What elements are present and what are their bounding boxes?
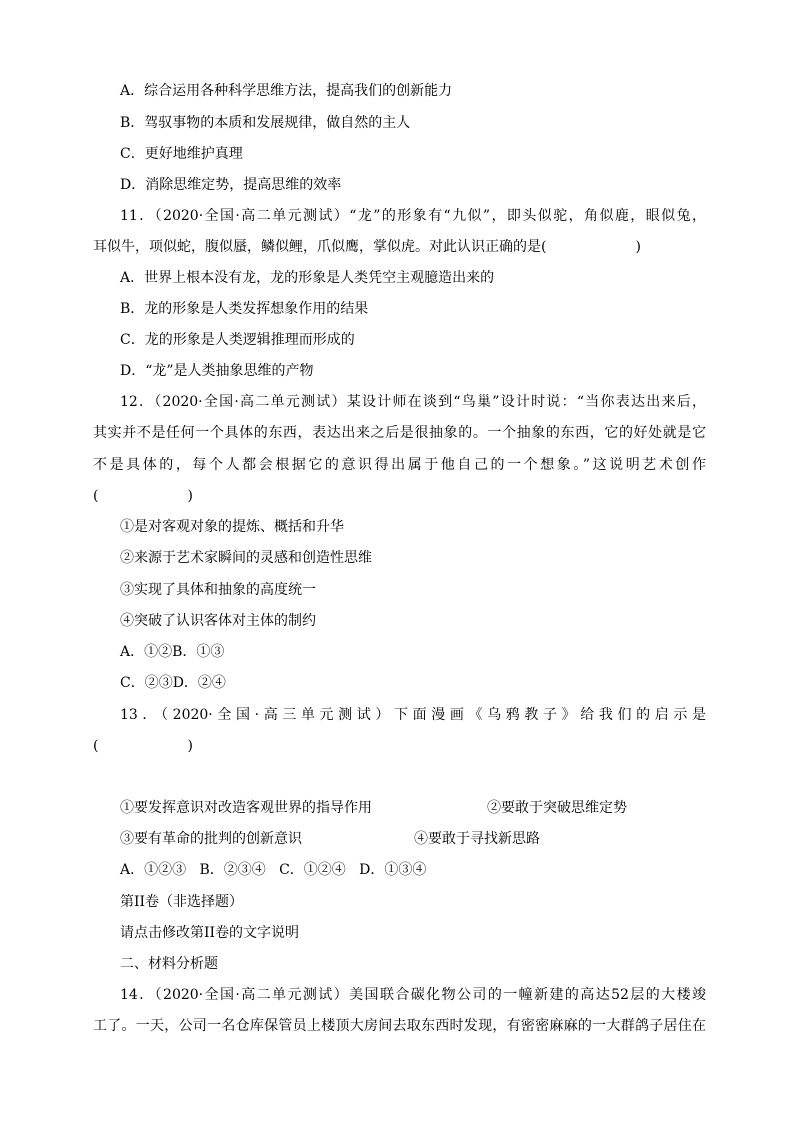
q12-statement-3: ③实现了具体和抽象的高度统一	[120, 582, 316, 598]
q10-option-a: A．综合运用各种科学思维方法，提高我们的创新能力	[120, 83, 453, 99]
section2-note: 请点击修改第II卷的文字说明	[120, 925, 300, 941]
q12-statement-4: ④突破了认识客体对主体的制约	[120, 613, 316, 629]
section2-title: 第II卷（非选择题）	[120, 894, 244, 910]
q14-stem-line1: 14．（2020·全国·高二单元测试）美国联合碳化物公司的一幢新建的高达52层的大楼竣	[120, 987, 706, 1003]
q13-options: A．①②③ B．②③④ C．①②④ D．①③④	[120, 862, 427, 878]
q11-option-b: B．龙的形象是人类发挥想象作用的结果	[120, 301, 369, 317]
q11-option-d: D．“龙”是人类抽象思维的产物	[120, 363, 314, 379]
q10-option-c: C．更好地维护真理	[120, 146, 243, 162]
q10-option-b: B．驾驭事物的本质和发展规律，做自然的主人	[120, 115, 411, 131]
q11-stem-line2: 耳似牛，项似蛇，腹似蜃，鳞似鲤，爪似鹰，掌似虎。对此认识正确的是( )	[93, 239, 641, 255]
q13-statement-2: ②要敢于突破思维定势	[487, 800, 627, 816]
q12-stem-line1: 12．（2020·全国·高二单元测试）某设计师在谈到“鸟巢”设计时说：“当你表达出来后，	[120, 394, 706, 410]
q12-statement-1: ①是对客观对象的提炼、概括和升华	[120, 519, 344, 535]
q13-statement-4: ④要敢于寻找新思路	[414, 831, 540, 847]
q12-statement-2: ②来源于艺术家瞬间的灵感和创造性思维	[120, 550, 372, 566]
q13-statement-3: ③要有革命的批判的创新意识	[120, 831, 302, 847]
section2-heading: 二、材料分析题	[120, 956, 218, 972]
q10-option-d: D．消除思维定势，提高思维的效率	[120, 177, 342, 193]
q12-options-cd: C．②③D．②④	[120, 675, 226, 691]
q11-option-c: C．龙的形象是人类逻辑推理而形成的	[120, 332, 355, 348]
q11-option-a: A．世界上根本没有龙，龙的形象是人类凭空主观臆造出来的	[120, 270, 495, 286]
q11-stem-line1: 11．（2020·全国·高二单元测试）“龙”的形象有“九似”，即头似驼，角似鹿，眼似兔，	[120, 208, 706, 224]
q13-answer-blank: ( )	[93, 738, 193, 754]
q12-options-ab: A．①②B．①③	[120, 644, 225, 660]
q13-stem-line1: 13．（2020·全国·高三单元测试）下面漫画《乌鸦教子》给我们的启示是	[120, 707, 706, 723]
q14-stem-line2: 工了。一天，公司一名仓库保管员上楼顶大房间去取东西时发现，有密密麻麻的一大群鸽子居住在	[93, 1018, 706, 1034]
q12-stem-line3: 不是具体的，每个人都会根据它的意识得出属于他自己的一个想象。”这说明艺术创作	[93, 457, 706, 473]
q12-stem-line2: 其实并不是任何一个具体的东西，表达出来之后是很抽象的。一个抽象的东西，它的好处就是它	[93, 425, 706, 441]
q13-statement-1: ①要发挥意识对改造客观世界的指导作用	[120, 800, 372, 816]
q12-answer-blank: ( )	[93, 488, 193, 504]
